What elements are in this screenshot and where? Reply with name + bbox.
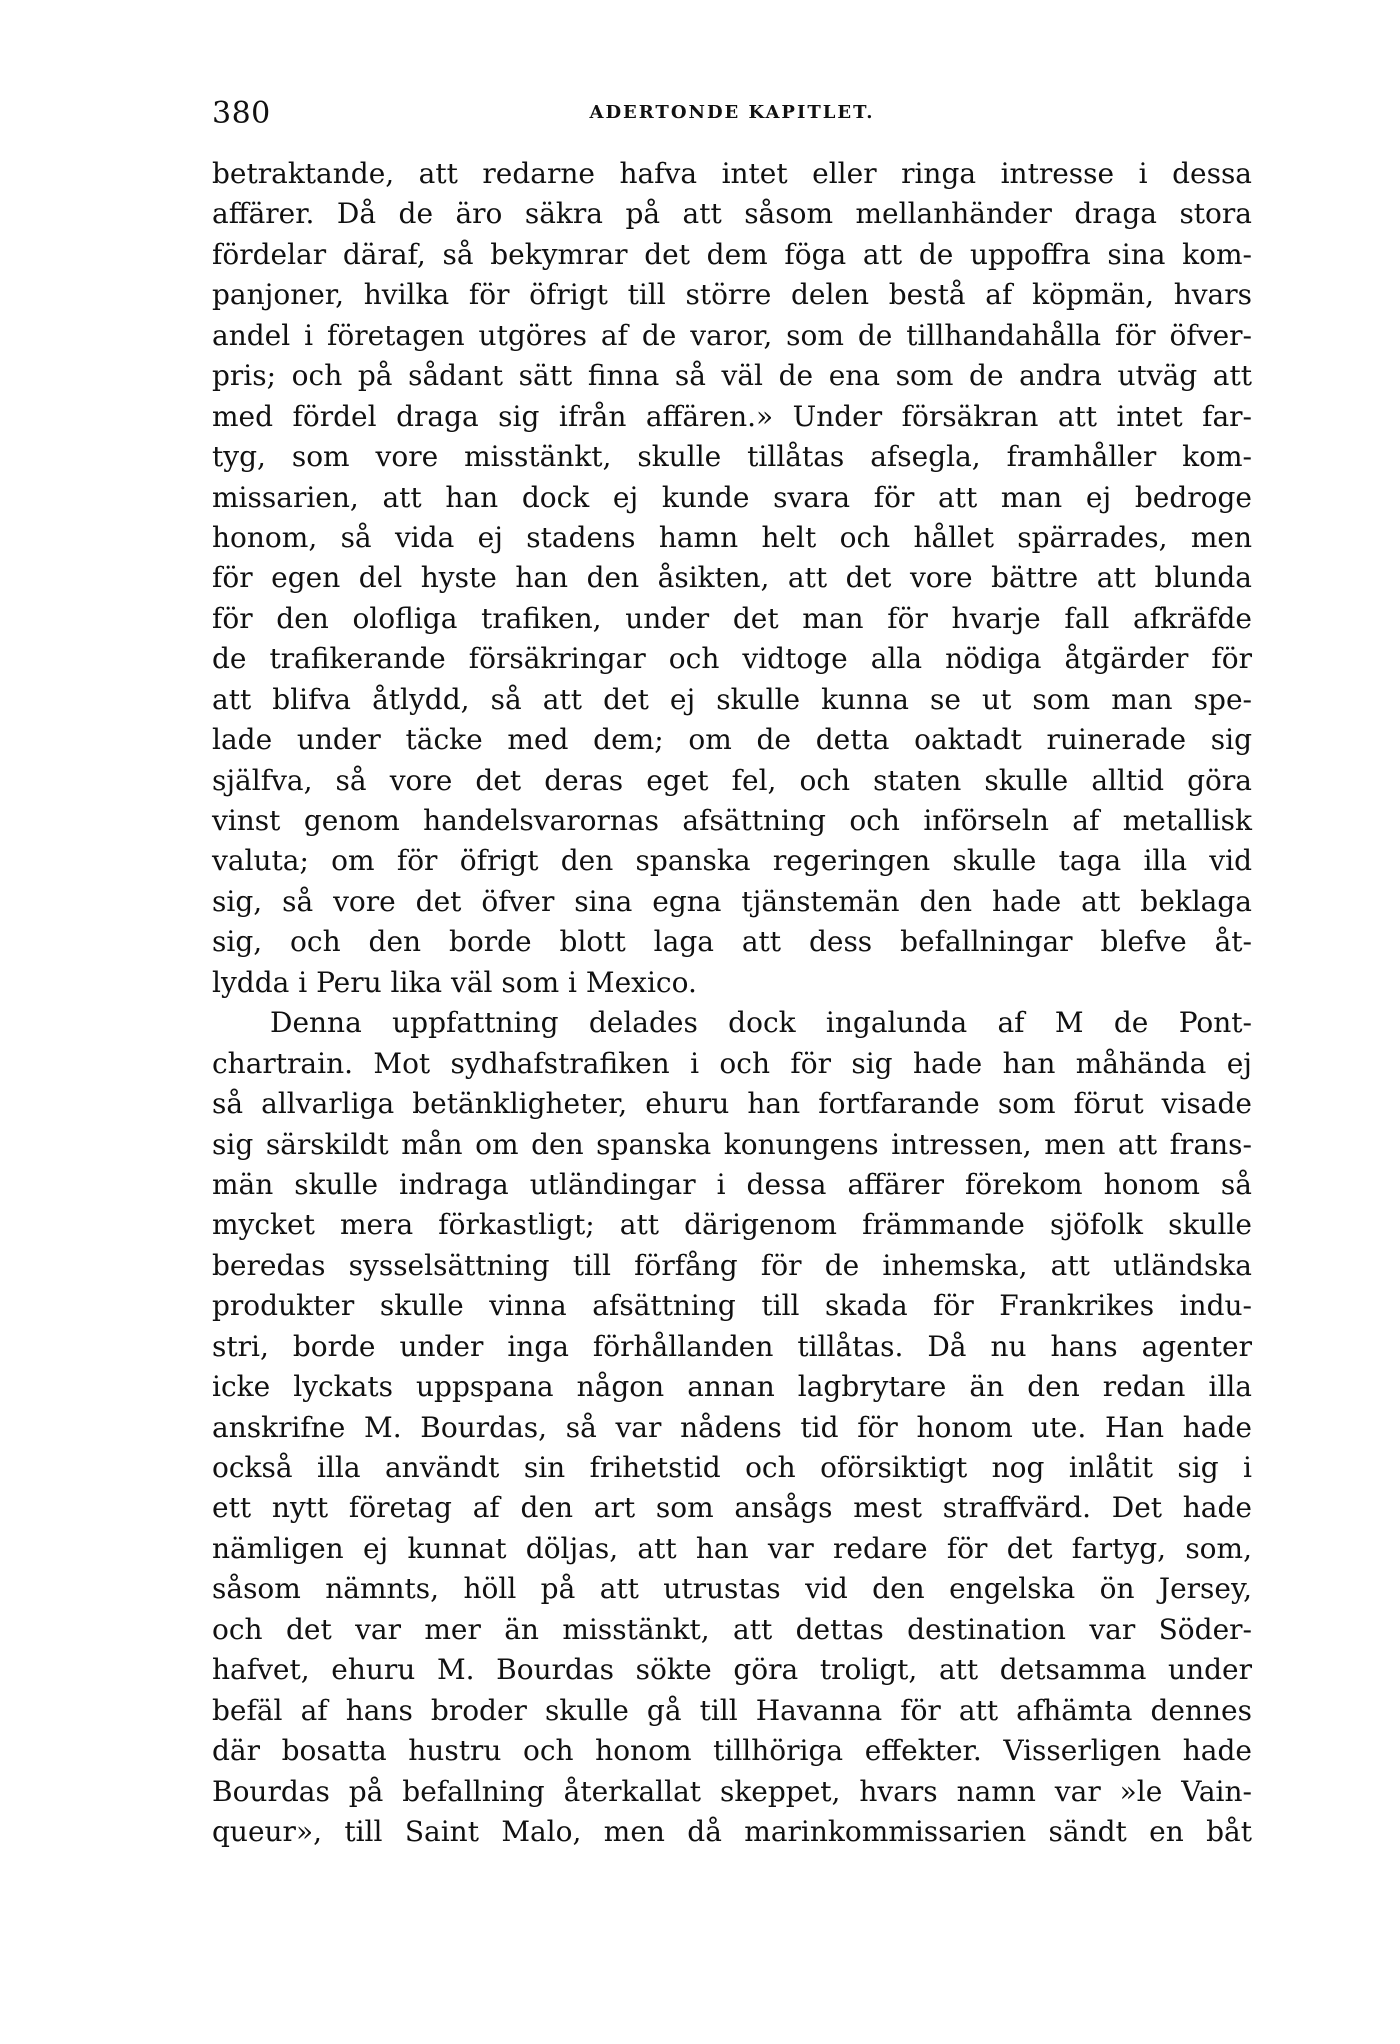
text-line: chartrain. Mot sydhafstrafiken i och för sig hade han måhända ej — [212, 1046, 1252, 1080]
text-line: anskrifne M. Bourdas, så var nådens tid för honom ute. Han hade — [212, 1410, 1252, 1444]
text-line: befäl af hans broder skulle gå till Havanna för att afhämta dennes — [212, 1693, 1252, 1727]
text-line: där bosatta hustru och honom tillhöriga effekter. Visserligen hade — [212, 1734, 1252, 1768]
text-line: mycket mera förkastligt; att därigenom främmande sjöfolk skulle — [212, 1208, 1252, 1242]
text-line: andel i företagen utgöres af de varor, som de tillhandahålla för öfver- — [212, 318, 1252, 352]
text-line: hafvet, ehuru M. Bourdas sökte göra troligt, att detsamma under — [212, 1653, 1252, 1687]
text-line: för egen del hyste han den åsikten, att det vore bättre att blunda — [212, 561, 1252, 595]
text-line: tyg, som vore misstänkt, skulle tillåtas afsegla, framhåller kom- — [212, 440, 1252, 474]
text-line: att blifva åtlydd, så att det ej skulle kunna se ut som man spe- — [212, 682, 1252, 716]
text-line: och det var mer än misstänkt, att dettas destination var Söder- — [212, 1612, 1252, 1646]
page-number: 380 — [212, 96, 271, 131]
text-line: såsom nämnts, höll på att utrustas vid den engelska ön Jersey, — [212, 1572, 1252, 1606]
text-line: lade under täcke med dem; om de detta oaktadt ruinerade sig — [212, 723, 1252, 757]
text-line: panjoner, hvilka för öfrigt till större delen bestå af köpmän, hvars — [212, 278, 1252, 312]
text-line: Bourdas på befallning återkallat skeppet, hvars namn var »le Vain- — [212, 1774, 1252, 1808]
text-line: ett nytt företag af den art som ansågs mest straffvärd. Det hade — [212, 1491, 1252, 1525]
text-line: affärer. Då de äro säkra på att såsom mellanhänder draga stora — [212, 197, 1252, 231]
text-line: män skulle indraga utländingar i dessa affärer förekom honom så — [212, 1167, 1252, 1201]
text-line: för den olofliga trafiken, under det man för hvarje fall afkräfde — [212, 601, 1252, 635]
text-line: sig, och den borde blott laga att dess befallningar blefve åt- — [212, 925, 1252, 959]
text-line: fördelar däraf, så bekymrar det dem föga att de uppoffra sina kom- — [212, 237, 1252, 271]
text-line: lydda i Peru lika väl som i Mexico. — [212, 965, 697, 999]
text-line: Denna uppfattning delades dock ingalunda af M de Pont- — [270, 1006, 1252, 1040]
text-line: beredas sysselsättning till förfång för de inhemska, att utländska — [212, 1248, 1252, 1282]
text-line: de trafikerande försäkringar och vidtoge alla nödiga åtgärder för — [212, 642, 1252, 676]
text-line: själfva, så vore det deras eget fel, och staten skulle alltid göra — [212, 763, 1252, 797]
text-line: med fördel draga sig ifrån affären.» Under försäkran att intet far- — [212, 399, 1252, 433]
chapter-title: ADERTONDE KAPITLET. — [589, 102, 875, 123]
body-text — [212, 154, 1252, 1852]
text-line: icke lyckats uppspana någon annan lagbrytare än den redan illa — [212, 1370, 1252, 1404]
text-line: missarien, att han dock ej kunde svara för att man ej bedroge — [212, 480, 1252, 514]
text-line: valuta; om för öfrigt den spanska regeringen skulle taga illa vid — [212, 844, 1252, 878]
text-line: sig särskildt mån om den spanska konungens intressen, men att frans- — [212, 1127, 1252, 1161]
text-line: queur», till Saint Malo, men då marinkommissarien sändt en båt — [212, 1814, 1252, 1848]
text-line: vinst genom handelsvarornas afsättning och införseln af metallisk — [212, 804, 1252, 837]
text-line: också illa användt sin frihetstid och oförsiktigt nog inlåtit sig i — [212, 1451, 1252, 1484]
text-line: nämligen ej kunnat döljas, att han var redare för det fartyg, som, — [212, 1531, 1252, 1565]
text-line: produkter skulle vinna afsättning till skada för Frankrikes indu- — [212, 1289, 1252, 1323]
text-line: betraktande, att redarne hafva intet eller ringa intresse i dessa — [212, 157, 1252, 190]
text-line: stri, borde under inga förhållanden tillåtas. Då nu hans agenter — [212, 1329, 1252, 1363]
text-line: honom, så vida ej stadens hamn helt och hållet spärrades, men — [212, 520, 1252, 554]
text-line: så allvarliga betänkligheter, ehuru han fortfarande som förut visade — [212, 1087, 1252, 1121]
text-line: sig, så vore det öfver sina egna tjänstemän den hade att beklaga — [212, 884, 1252, 918]
text-line: pris; och på sådant sätt finna så väl de ena som de andra utväg att — [212, 359, 1252, 393]
running-head — [212, 96, 1252, 136]
